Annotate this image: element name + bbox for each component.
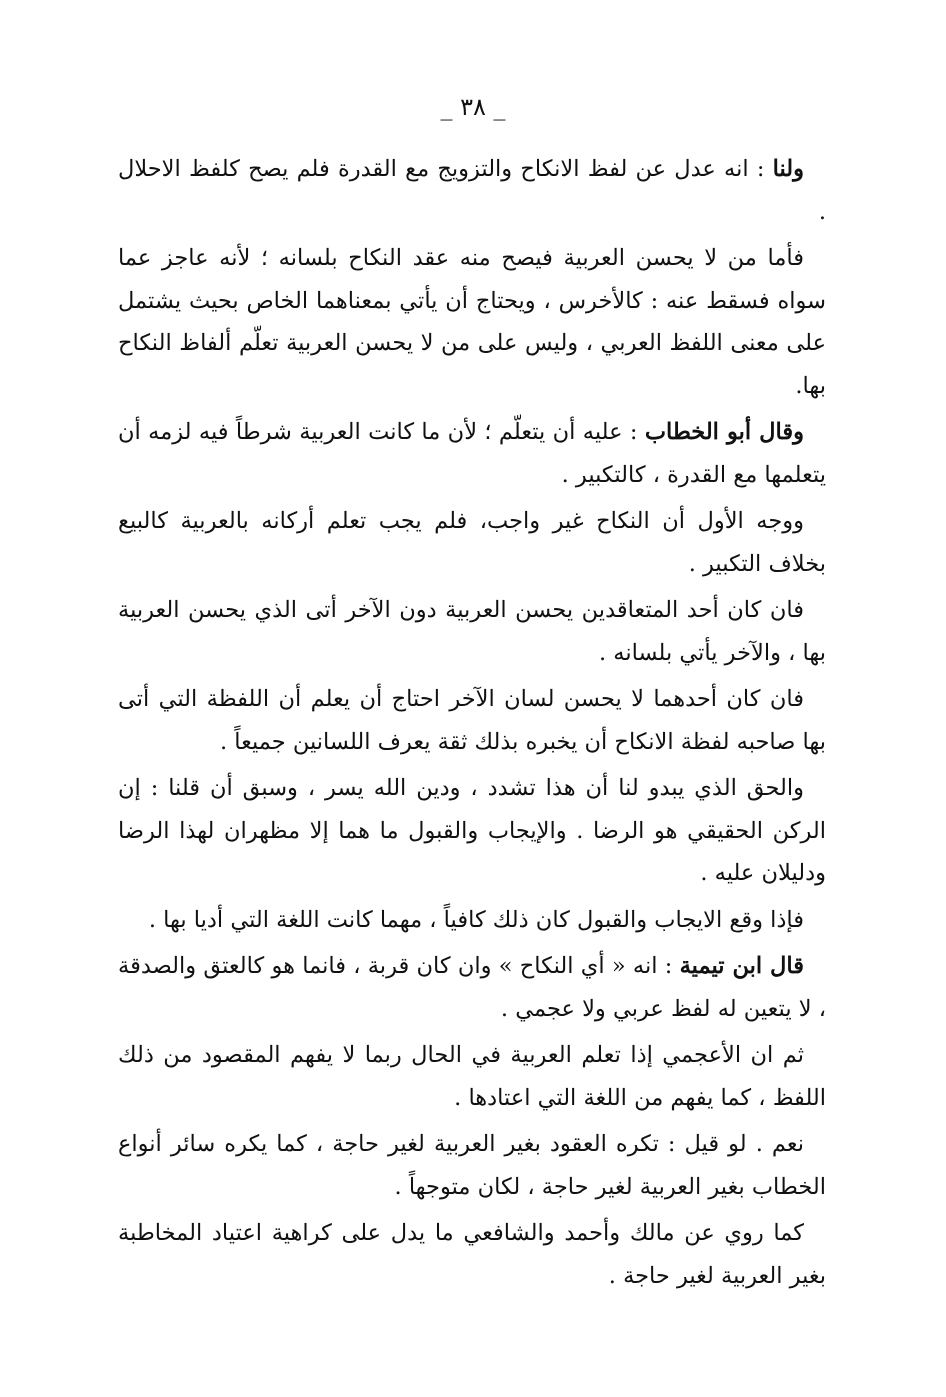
paragraph-text: : انه عدل عن لفظ الانكاح والتزويج مع القدرة فلم يصح كلفظ الاحلال . xyxy=(118,156,826,225)
paragraph-text: كما روي عن مالك وأحمد والشافعي ما يدل على كراهية اعتياد المخاطبة بغير العربية لغير حاجة . xyxy=(118,1220,826,1289)
paragraph-5 xyxy=(118,589,826,674)
paragraph-1 xyxy=(118,148,826,233)
paragraph-7 xyxy=(118,767,826,895)
paragraph-10 xyxy=(118,1034,826,1119)
paragraph-lead: وقال أبو الخطاب xyxy=(644,419,804,445)
paragraph-text: فان كان أحد المتعاقدين يحسن العربية دون الآخر أتى الذي يحسن العربية بها ، والآخر يأتي بلسانه . xyxy=(118,597,826,666)
paragraph-text: والحق الذي يبدو لنا أن هذا تشدد ، ودين الله يسر ، وسبق أن قلنا : إن الركن الحقيقي هو الرضا . والإيجاب والقبول ما هما إلا مظهران لهذا الرضا ودليلان عليه . xyxy=(118,775,826,886)
paragraph-text: : انه « أي النكاح » وان كان قربة ، فانما هو كالعتق والصدقة ، لا يتعين له لفظ عربي ولا عجمي . xyxy=(118,953,826,1022)
paragraph-6 xyxy=(118,678,826,763)
paragraph-text: نعم . لو قيل : تكره العقود بغير العربية لغير حاجة ، كما يكره سائر أنواع الخطاب بغير العربية لغير حاجة ، لكان متوجهاً . xyxy=(118,1131,826,1200)
page-number: _ ٣٨ _ xyxy=(440,93,506,121)
paragraph-2 xyxy=(118,237,826,407)
paragraph-text: ثم ان الأعجمي إذا تعلم العربية في الحال ربما لا يفهم المقصود من ذلك اللفظ ، كما يفهم من اللغة التي اعتادها . xyxy=(118,1042,826,1111)
paragraph-lead: قال ابن تيمية xyxy=(679,953,804,979)
paragraph-9 xyxy=(118,945,826,1030)
paragraph-text: ووجه الأول أن النكاح غير واجب، فلم يجب تعلم أركانه بالعربية كالبيع بخلاف التكبير . xyxy=(118,508,826,577)
paragraph-4 xyxy=(118,500,826,585)
paragraph-8 xyxy=(118,899,826,942)
paragraph-11 xyxy=(118,1123,826,1208)
paragraph-text: : عليه أن يتعلّم ؛ لأن ما كانت العربية شرطاً فيه لزمه أن يتعلمها مع القدرة ، كالتكبير . xyxy=(118,419,826,488)
paragraph-12 xyxy=(118,1212,826,1297)
paragraph-text: فان كان أحدهما لا يحسن لسان الآخر احتاج أن يعلم أن اللفظة التي أتى بها صاحبه لفظة الانكاح أن يخبره بذلك ثقة يعرف اللسانين جميعاً . xyxy=(118,686,826,755)
paragraph-3 xyxy=(118,411,826,496)
body-text xyxy=(118,148,826,1301)
paragraph-text: فإذا وقع الايجاب والقبول كان ذلك كافياً ، مهما كانت اللغة التي أديا بها . xyxy=(148,906,804,933)
paragraph-lead: ولنا xyxy=(772,156,804,182)
paragraph-text: فأما من لا يحسن العربية فيصح منه عقد النكاح بلسانه ؛ لأنه عاجز عما سواه فسقط عنه : كالأخرس ، ويحتاج أن يأتي بمعناهما الخاص بحيث يشتمل على معنى اللفظ العربي ، وليس على من لا يحسن العربية تعلّم ألفاظ النكاح بها. xyxy=(118,245,826,399)
